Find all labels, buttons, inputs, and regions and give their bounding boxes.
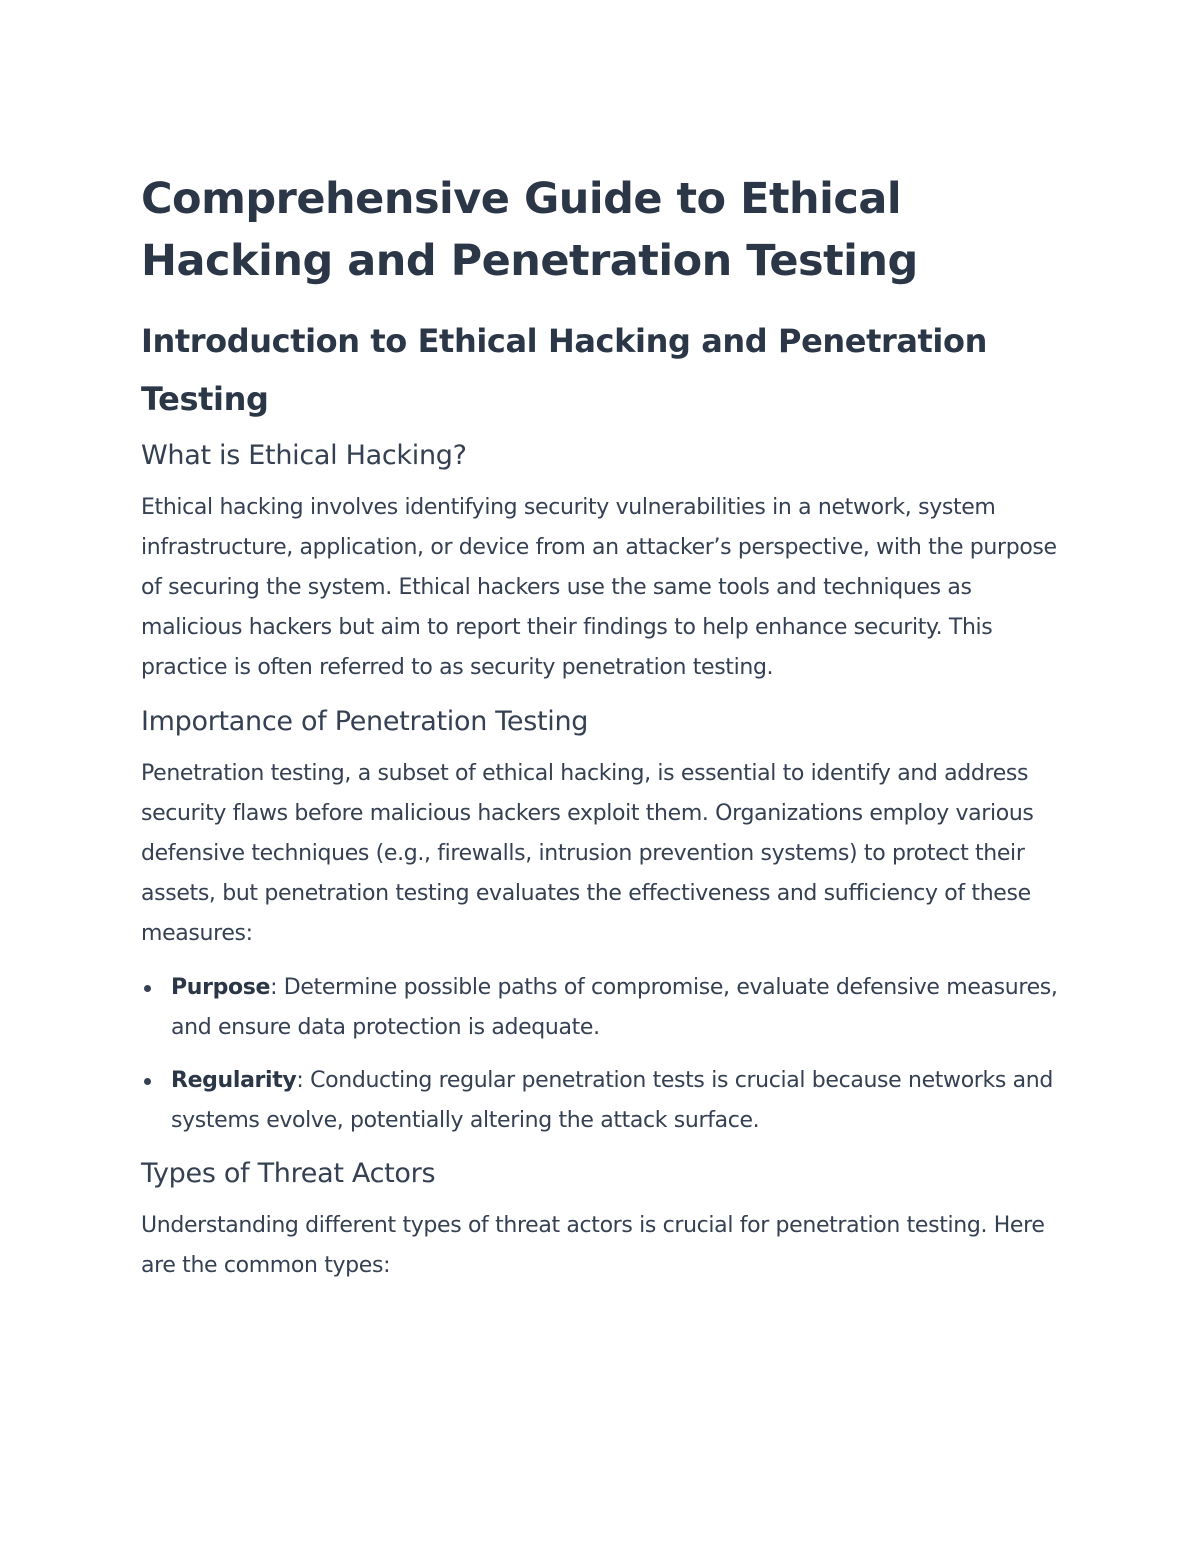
bullet-term: Purpose [171,975,271,1000]
subsection-heading-importance: Importance of Penetration Testing [141,706,589,737]
subsection-heading-what-is: What is Ethical Hacking? [141,440,467,471]
subsection-heading-threat-actors: Types of Threat Actors [141,1158,436,1189]
bullet-dot-icon [144,1078,151,1085]
paragraph-threat-actors: Understanding different types of threat actors is crucial for penetration testing. Here are the common types: [141,1213,1045,1278]
document-page [141,168,1071,1300]
list-item [141,968,1071,1048]
bullet-list [141,968,1071,1141]
section-title: Introduction to Ethical Hacking and Penetration Testing [141,322,987,418]
document-title: Comprehensive Guide to Ethical Hacking and Penetration Testing [141,174,918,286]
bullet-dot-icon [144,985,151,992]
bullet-text: : Determine possible paths of compromise, evaluate defensive measures, and ensure data protection is adequate. [171,975,1058,1040]
paragraph-importance: Penetration testing, a subset of ethical hacking, is essential to identify and address security flaws before malicious hackers exploit them. Organizations employ various defensive techniques (e.g., firewalls, intrusion prevention systems) to protect their assets, but penetration testing evaluates the effectiveness and sufficiency of these measures: [141,761,1034,946]
bullet-text: : Conducting regular penetration tests is crucial because networks and systems evolve, potentially altering the attack surface. [171,1068,1053,1133]
bullet-term: Regularity [171,1068,297,1093]
list-item [141,1061,1071,1141]
paragraph-what-is: Ethical hacking involves identifying security vulnerabilities in a network, system infrastructure, application, or device from an attacker’s perspective, with the purpose of securing the system. Ethical hackers use the same tools and techniques as malicious hackers but aim to report their findings to help enhance security. This practice is often referred to as security penetration testing. [141,495,1057,680]
